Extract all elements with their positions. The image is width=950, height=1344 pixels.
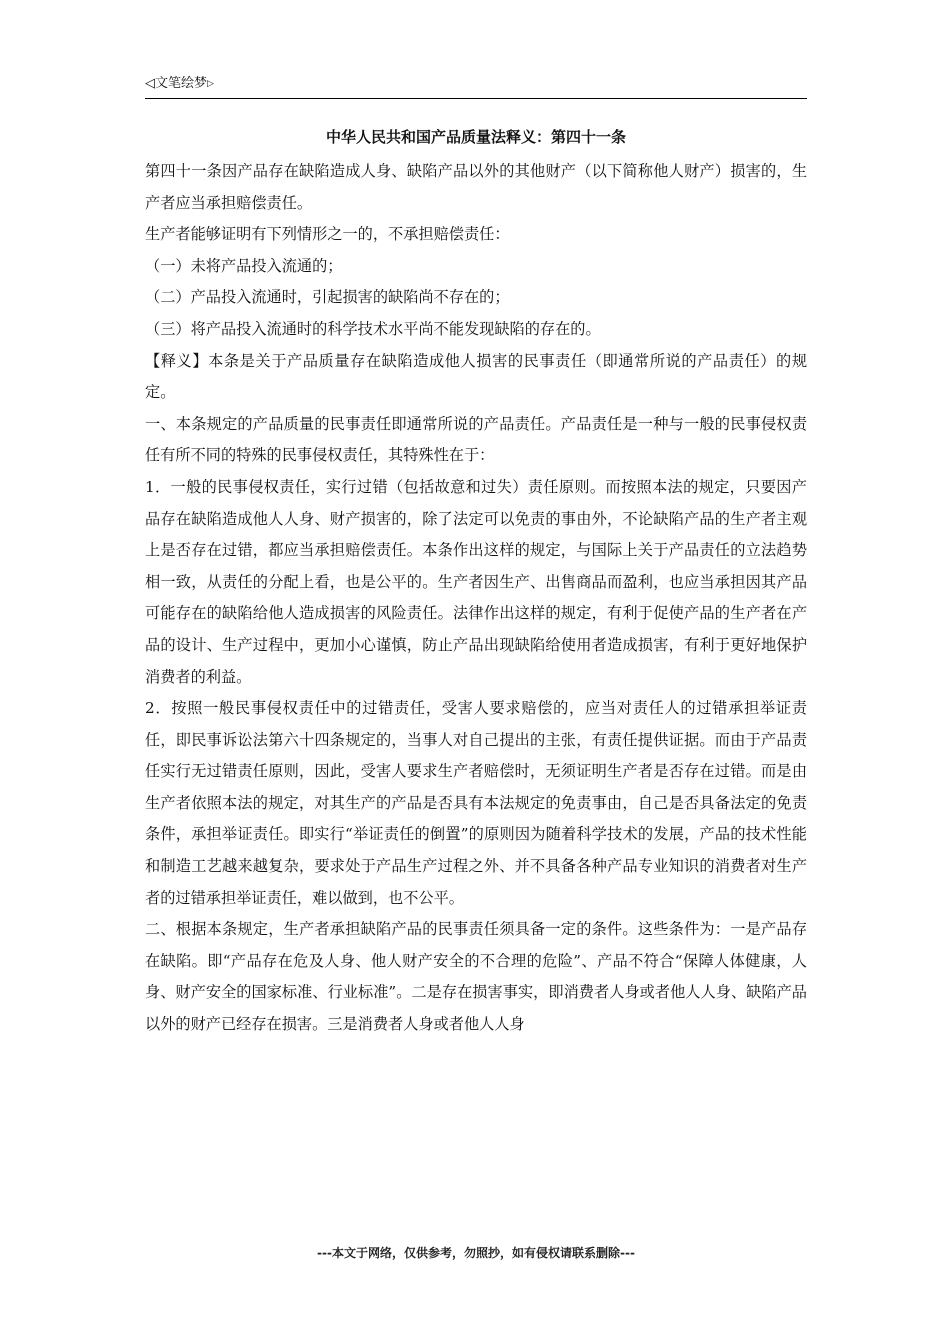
paragraph: 【释义】本条是关于产品质量存在缺陷造成他人损害的民事责任（即通常所说的产品责任）的规定。 [145, 351, 807, 402]
paragraph: （二）产品投入流通时，引起损害的缺陷尚不存在的； [145, 288, 510, 307]
paragraph: 2．按照一般民事侵权责任中的过错责任，受害人要求赔偿的，应当对责任人的过错承担举证责任，即民事诉讼法第六十四条规定的，当事人对自己提出的主张，有责任提供证据。而由于产品责任实行无过错责任原则，因此，受害人要求生产者赔偿时，无须证明生产者是否存在过错。而是由生产者依照本法的规定，对其生产的产品是否具有本法规定的免责事由，自己是否具备法定的免责条件，承担举证责任。即实行“举证责任的倒置”的原则因为随着科学技术的发展，产品的技术性能和制造工艺越来越复杂，要求处于产品生产过程之外、并不具备各种产品专业知识的消费者对生产者的过错承担举证责任，难以做到，也不公平。 [145, 699, 807, 907]
brand-name: 文笔绘梦 [155, 76, 208, 91]
paragraph: （一）未将产品投入流通的； [145, 256, 343, 275]
triangle-left-icon: ◁ [145, 76, 155, 91]
paragraph: 二、根据本条规定，生产者承担缺陷产品的民事责任须具备一定的条件。这些条件为：一是产品存在缺陷。即“产品存在危及人身、他人财产安全的不合理的危险”、产品不符合“保障人体健康，人身、财产安全的国家标准、行业标准”。二是存在损害事实，即消费者人身或者他人人身、缺陷产品以外的财产已经存在损害。三是消费者人身或者他人人身 [145, 920, 807, 1034]
page-header [145, 74, 807, 99]
paragraph: 第四十一条因产品存在缺陷造成人身、缺陷产品以外的其他财产（以下简称他人财产）损害的，生产者应当承担赔偿责任。 [145, 162, 807, 212]
paragraph: 一、本条规定的产品质量的民事责任即通常所说的产品责任。产品责任是一种与一般的民事侵权责任有所不同的特殊的民事侵权责任，其特殊性在于： [145, 414, 807, 465]
triangle-right-icon: ▷ [207, 79, 214, 89]
page-footer: ---本文于网络，仅供参考，勿照抄，如有侵权请联系删除--- [317, 1246, 635, 1260]
paragraph: 1．一般的民事侵权责任，实行过错（包括故意和过失）责任原则。而按照本法的规定，只要因产品存在缺陷造成他人人身、财产损害的，除了法定可以免责的事由外，不论缺陷产品的生产者主观上是否存在过错，都应当承担赔偿责任。本条作出这样的规定，与国际上关于产品责任的立法趋势相一致，从责任的分配上看，也是公平的。生产者因生产、出售商品而盈利，也应当承担因其产品可能存在的缺陷给他人造成损害的风险责任。法律作出这样的规定，有利于促使产品的生产者在产品的设计、生产过程中，更加小心谨慎，防止产品出现缺陷给使用者造成损害，有利于更好地保护消费者的利益。 [145, 477, 807, 686]
paragraph: （三）将产品投入流通时的科学技术水平尚不能发现缺陷的存在的。 [145, 319, 601, 338]
paragraph: 生产者能够证明有下列情形之一的，不承担赔偿责任： [145, 225, 510, 244]
document-title: 中华人民共和国产品质量法释义：第四十一条 [325, 128, 626, 146]
document-body [145, 156, 807, 1041]
